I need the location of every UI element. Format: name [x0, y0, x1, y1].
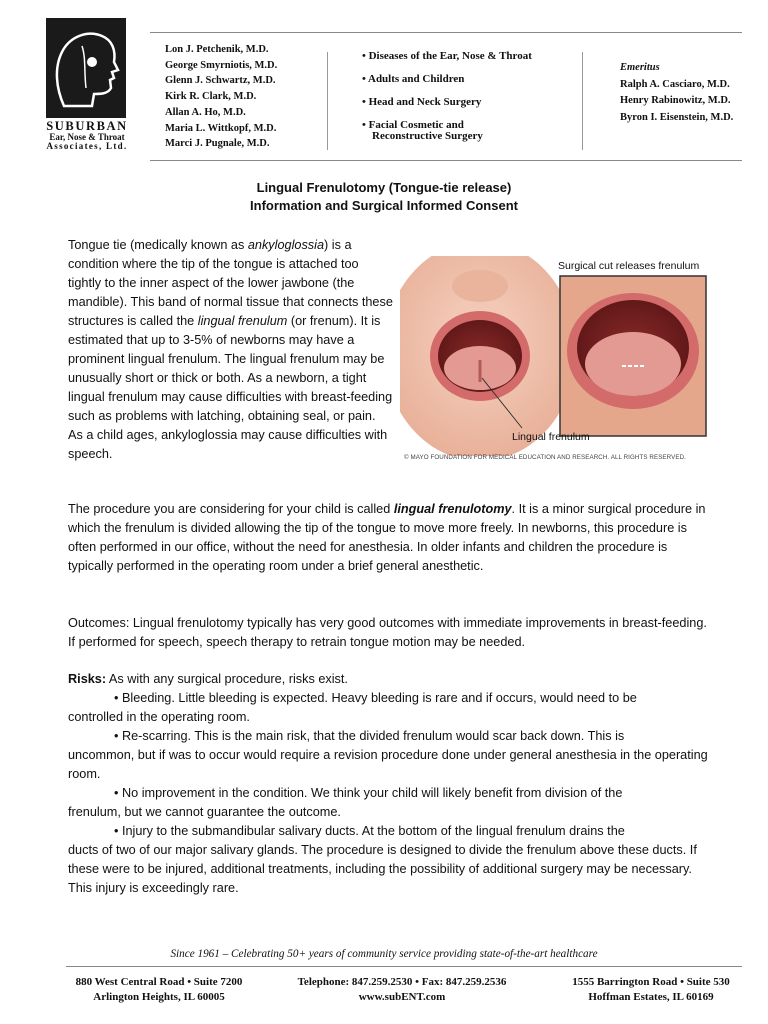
header-bottom-rule	[150, 160, 742, 161]
risks-label: Risks:	[68, 672, 107, 686]
footer-website-link[interactable]: www.subENT.com	[358, 991, 446, 1003]
header-divider	[327, 52, 328, 150]
title-line-2: Information and Surgical Informed Consent	[250, 198, 518, 213]
figure-copyright: © MAYO FOUNDATION FOR MEDICAL EDUCATION AND RESEARCH. ALL RIGHTS RESERVED.	[404, 454, 686, 461]
logo-subtitle-2: Associates, Ltd.	[46, 140, 128, 151]
logo-subtitle: Ear, Nose & Throat	[49, 131, 125, 142]
footer-address-line: Hoffman Estates, IL 60169	[588, 991, 714, 1003]
risk-item: • Injury to the submandibular salivary ducts. At the bottom of the lingual frenulum drains the ducts of two of our major salivary glands. The procedure is designed to divide the frenulum above these ducts. If these were to be injured, additional treatments, including the possibility of additional surgery may be necessary. This injury is exceedingly rare.	[68, 824, 697, 895]
logo-name: SUBURBAN	[46, 119, 128, 133]
doctor-name: Marci J. Pugnale, M.D.	[165, 138, 270, 150]
procedure-text: . It is a minor surgical procedure in which the frenulum is divided allowing the tip of the tongue to move more freely. In newborns, this procedure is often performed in our office, without the need for anesthesia. In older infants and children the procedure is typically performed in the operating room under a brief general anesthetic.	[68, 502, 706, 573]
specialty-item-continued: Reconstructive Surgery	[372, 130, 483, 142]
doctor-name: Allan A. Ho, M.D.	[165, 106, 246, 118]
intro-term: ankyloglossia	[247, 238, 325, 252]
header-divider	[582, 52, 583, 150]
procedure-paragraph	[68, 500, 708, 576]
footer-address-arlington	[66, 975, 252, 1005]
specialty-list	[362, 45, 532, 144]
doctor-list	[165, 42, 277, 152]
intro-text: Tongue tie (medically known as	[68, 238, 248, 252]
doctor-name: Glenn J. Schwartz, M.D.	[165, 75, 276, 87]
procedure-name: lingual frenulotomy	[393, 502, 512, 516]
risk-item: • Bleeding. Little bleeding is expected. Heavy bleeding is rare and if occurs, would need to be controlled in the operating room.	[68, 691, 637, 724]
risk-item: • Re-scarring. This is the main risk, that the divided frenulum would scar back down. This is uncommon, but if was to occur would require a revision procedure done under general anesthesia in the operating room.	[68, 729, 708, 781]
footer-address-line: Arlington Heights, IL 60005	[93, 991, 225, 1003]
emeritus-name: Byron I. Eisenstein, M.D.	[620, 111, 734, 123]
head-profile-icon	[46, 18, 126, 118]
footer-tagline: Since 1961 – Celebrating 50+ years of community service providing state-of-the-art healthcare	[170, 948, 598, 960]
logo-wordmark	[40, 120, 134, 151]
specialty-item: • Facial Cosmetic and	[362, 119, 464, 131]
label-lingual-frenulum: Lingual frenulum	[512, 431, 590, 443]
intro-text: ) is a condition where the tip of the tongue is attached too tightly to the inner aspect of the lower jawbone (the mandible). This band of normal tissue that connects these structures is called the	[68, 238, 393, 328]
footer-address-line: 880 West Central Road • Suite 7200	[75, 976, 243, 988]
intro-paragraph	[68, 236, 393, 464]
document-title	[0, 179, 768, 215]
risks-section	[68, 670, 708, 898]
specialty-item: • Head and Neck Surgery	[362, 96, 482, 108]
doctor-name: Lon J. Petchenik, M.D.	[165, 44, 269, 55]
intro-term: lingual frenulum	[197, 314, 288, 328]
footer-rule	[66, 966, 742, 967]
doctor-name: George Smyrniotis, M.D.	[165, 59, 278, 71]
emeritus-list	[620, 60, 733, 126]
emeritus-name: Henry Rabinowitz, M.D.	[620, 95, 731, 106]
logo	[46, 18, 126, 118]
risks-heading-line	[68, 670, 708, 689]
emeritus-title: Emeritus	[620, 62, 660, 73]
risks-intro: As with any surgical procedure, risks exist.	[106, 672, 348, 686]
emeritus-name: Ralph A. Casciaro, M.D.	[620, 78, 730, 90]
doctor-name: Kirk R. Clark, M.D.	[165, 91, 257, 103]
footer-address-line: 1555 Barrington Road • Suite 530	[572, 976, 730, 988]
title-line-1: Lingual Frenulotomy (Tongue-tie release)	[256, 180, 512, 195]
footer-contact	[282, 975, 522, 1005]
doctor-name: Maria L. Wittkopf, M.D.	[165, 122, 277, 134]
footer-address-hoffman	[556, 975, 746, 1005]
specialty-item: • Adults and Children	[362, 73, 465, 85]
intro-text: (or frenum). It is estimated that up to 3-5% of newborns may have a prominent lingual frenulum. The lingual frenulum may be unusually short or thick or both. As a newborn, a tight lingual frenulum may cause difficulties with breast-feeding such as problems with latching, obtaining seal, or pain. As a child ages, ankyloglossia may cause difficulties with speech.	[68, 314, 393, 461]
footer-phone-fax: Telephone: 847.259.2530 • Fax: 847.259.2536	[297, 976, 507, 988]
risk-item: • No improvement in the condition. We think your child will likely benefit from division of the frenulum, but we cannot guarantee the outcome.	[68, 786, 623, 819]
specialty-item: • Diseases of the Ear, Nose & Throat	[362, 50, 532, 62]
header-top-rule	[150, 32, 742, 33]
tongue-tie-illustration	[400, 256, 710, 466]
label-surgical-cut: Surgical cut releases frenulum	[558, 260, 700, 272]
outcomes-paragraph: Outcomes: Lingual frenulotomy typically has very good outcomes with immediate improvements in breast-feeding. If performed for speech, speech therapy to retrain tongue motion may be needed.	[68, 616, 707, 649]
procedure-text: The procedure you are considering for your child is called	[68, 502, 394, 516]
illustration-image	[400, 256, 710, 456]
